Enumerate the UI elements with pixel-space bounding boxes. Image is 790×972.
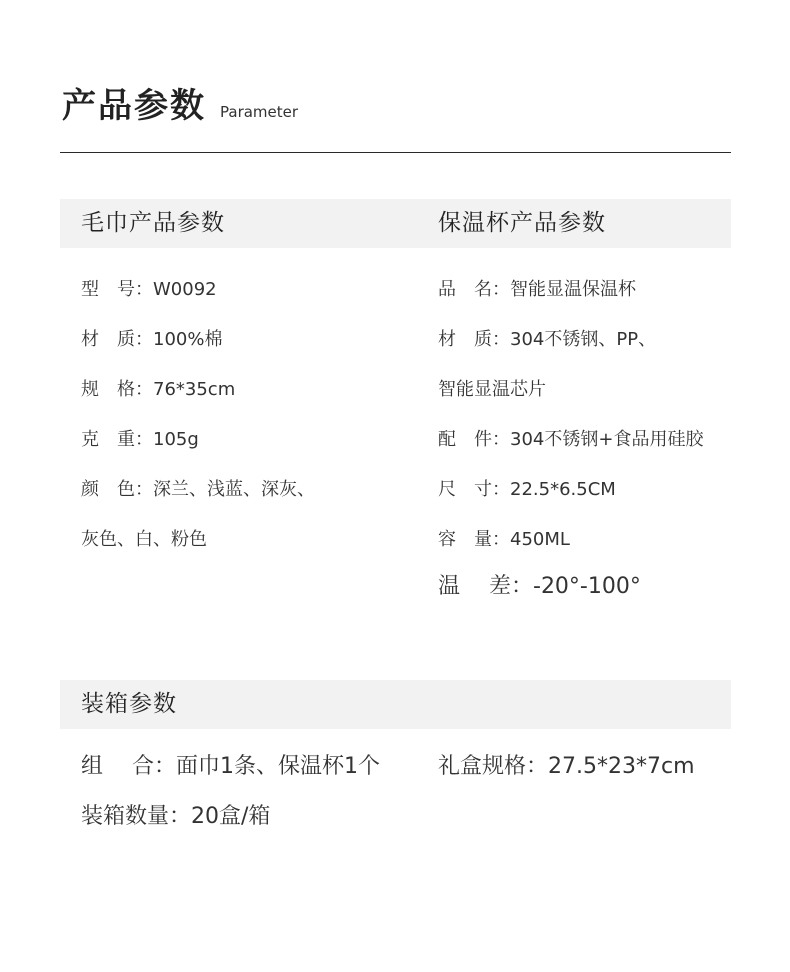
towel-row-size [81, 377, 235, 403]
param-label: 温 差： [438, 574, 533, 599]
param-label: 颜 色： [81, 479, 153, 500]
param-value: 20盒/箱 [191, 804, 271, 829]
param-value: 22.5*6.5CM [510, 479, 616, 500]
packing-row-combo [81, 754, 380, 780]
param-value: 450ML [510, 529, 570, 550]
page-header [62, 78, 298, 127]
packing-row-qty [81, 804, 270, 830]
cup-row-temp-range [438, 574, 641, 600]
towel-heading: 毛巾产品参数 [81, 210, 225, 236]
cup-row-material [438, 327, 656, 353]
param-label: 容 量： [438, 529, 510, 550]
header-divider [60, 152, 731, 153]
param-value: 深兰、浅蓝、深灰、 [153, 479, 315, 500]
towel-color-continuation: 灰色、白、粉色 [81, 529, 207, 550]
product-params-band [60, 199, 731, 248]
cup-row-dimensions [438, 477, 616, 503]
cup-row-name [438, 277, 636, 303]
param-label: 品 名： [438, 279, 510, 300]
param-label: 规 格： [81, 379, 153, 400]
page-subtitle: Parameter [220, 103, 299, 121]
param-label: 组 合： [81, 754, 176, 779]
param-label: 装箱数量： [81, 804, 192, 829]
packing-band [60, 680, 731, 729]
param-value: -20°-100° [533, 574, 641, 599]
towel-row-material [81, 327, 222, 353]
towel-row-color [81, 477, 315, 503]
towel-row-weight [81, 427, 199, 453]
param-value: 304不锈钢、PP、 [510, 329, 657, 350]
param-label: 克 重： [81, 429, 153, 450]
param-label: 礼盒规格： [438, 754, 549, 779]
param-value: 面巾1条、保温杯1个 [176, 754, 380, 779]
param-label: 型 号： [81, 279, 153, 300]
cup-row-capacity [438, 527, 570, 553]
packing-heading: 装箱参数 [81, 691, 177, 717]
cup-row-parts [438, 427, 703, 453]
packing-row-gift-box [438, 754, 695, 780]
param-label: 材 质： [81, 329, 153, 350]
param-value: 105g [153, 429, 199, 450]
param-value: 304不锈钢+食品用硅胶 [510, 429, 704, 450]
param-value: 27.5*23*7cm [548, 754, 695, 779]
param-value: 100%棉 [153, 329, 223, 350]
cup-material-continuation: 智能显温芯片 [438, 379, 546, 400]
param-value: 智能显温保温杯 [510, 279, 636, 300]
cup-heading: 保温杯产品参数 [438, 210, 606, 236]
param-value: 76*35cm [153, 379, 236, 400]
param-label: 尺 寸： [438, 479, 510, 500]
param-value: W0092 [153, 279, 217, 300]
page-title: 产品参数 [62, 86, 206, 126]
towel-row-model [81, 277, 217, 303]
param-label: 材 质： [438, 329, 510, 350]
param-label: 配 件： [438, 429, 510, 450]
